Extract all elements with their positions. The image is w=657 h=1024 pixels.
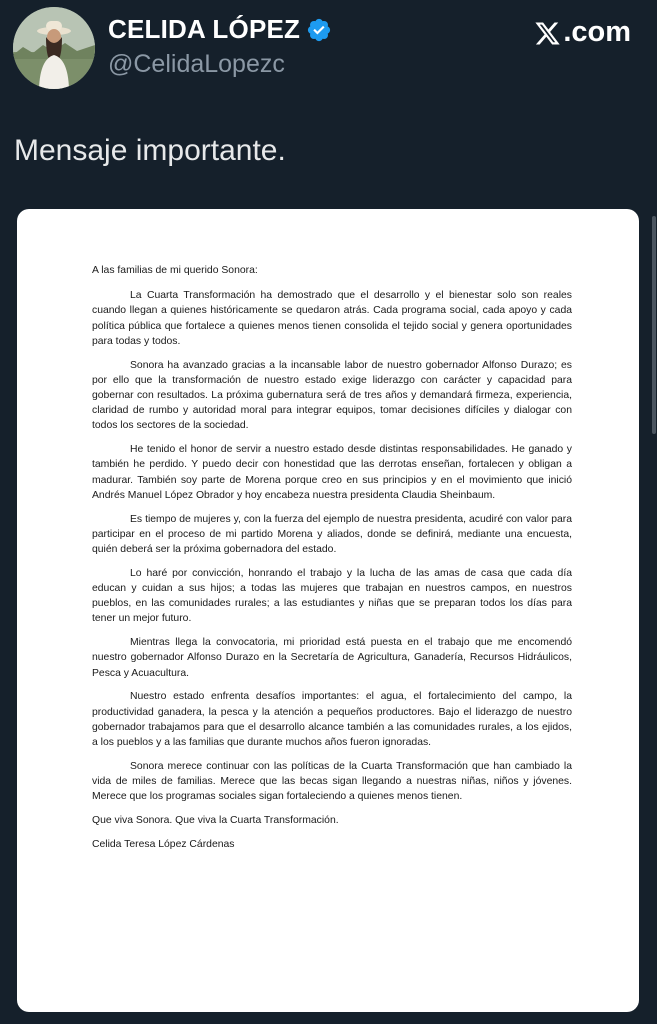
avatar[interactable] [13,7,95,89]
letter-greeting: A las familias de mi querido Sonora: [92,265,258,276]
letter-paragraph: La Cuarta Transformación ha demostrado que el desarrollo y el bienestar solo son reales cuando llegan a quienes históricamente se quedaron atrás. Cada programa social, cada apoyo y cada política pública que fortalece a quienes menos tienen consolida el tejido social y genera oportunidades para todas y todos. [92,290,572,347]
author-display-name[interactable]: CELIDA LÓPEZ [108,14,301,44]
tweet-text: Mensaje importante. [14,134,286,167]
letter-paragraph: He tenido el honor de servir a nuestro estado desde distintas responsabilidades. He ganado y también he perdido. Y puedo decir con honestidad que las derrotas enseñan, fortalecen y obligan a madurar. También soy parte de Morena porque creo en sus principios y en el movimiento que inició Andrés Manuel López Obrador y hoy encabeza nuestra presidenta Claudia Sheinbaum. [92,444,572,501]
verified-badge-icon [306,17,332,43]
letter-paragraph: Lo haré por convicción, honrando el trabajo y la lucha de las amas de casa que cada día educan y cuidan a sus hijos; a todas las mujeres que trabajan en nuestros campos, en nuestros pueblos, en las comunidades rurales; a las estudiantes y niñas que se preparan todos los días para tener un mejor futuro. [92,567,572,625]
letter-paragraph: Nuestro estado enfrenta desafíos importantes: el agua, el fortalecimiento del campo, la productividad ganadera, la pesca y la atención a pequeños productores. Bajo el liderazgo de nuestro gobernador trabajamos para que el desarrollo alcance también a las comunidades rurales, a los ejidos, a los pueblos y a las familias que durante muchos años fueron ignoradas. [92,691,572,749]
author-handle[interactable]: @CelidaLopezc [108,50,285,78]
author-name-row [108,14,332,45]
profile-photo [13,7,95,89]
x-watermark [534,16,631,49]
x-logo-icon [534,20,561,47]
letter-image[interactable] [17,209,639,1012]
letter-paragraph: Sonora ha avanzado gracias a la incansable labor de nuestro gobernador Alfonso Durazo; es por ello que la transformación de nuestro estado exige liderazgo con carácter y capacidad para gobernar con resultados. La próxima gubernatura será de tres años y demandará firmeza, experiencia, claridad de rumbo y autoridad moral para integrar equipos, tomar decisiones difíciles y dialogar con todos los sectores de la sociedad. [92,359,572,432]
letter-document [92,263,572,861]
scrollbar[interactable] [652,216,656,434]
letter-signature: Celida Teresa López Cárdenas [92,838,235,850]
letter-paragraph: Mientras llega la convocatoria, mi prioridad está puesta en el trabajo que me encomendó nuestro gobernador Alfonso Durazo en la Secretaría de Agricultura, Ganadería, Recursos Hidráulicos, Pesca y Acuacultura. [92,637,572,679]
letter-paragraph: Sonora merece continuar con las políticas de la Cuarta Transformación que han cambiado la vida de miles de familias. Merece que las becas sigan llegando a nuestras niñas, niños y jóvenes. Merece que los programas sociales sigan fortaleciendo a quienes menos tienen. [92,760,572,803]
watermark-text: .com [563,16,631,48]
letter-closing: Que viva Sonora. Que viva la Cuarta Transformación. [92,815,339,827]
letter-paragraph: Es tiempo de mujeres y, con la fuerza del ejemplo de nuestra presidenta, acudiré con valor para participar en el proceso de mi partido Morena y aliados, donde se definirá, mediante una encuesta, quién deberá ser la próxima gobernadora del estado. [92,513,572,556]
